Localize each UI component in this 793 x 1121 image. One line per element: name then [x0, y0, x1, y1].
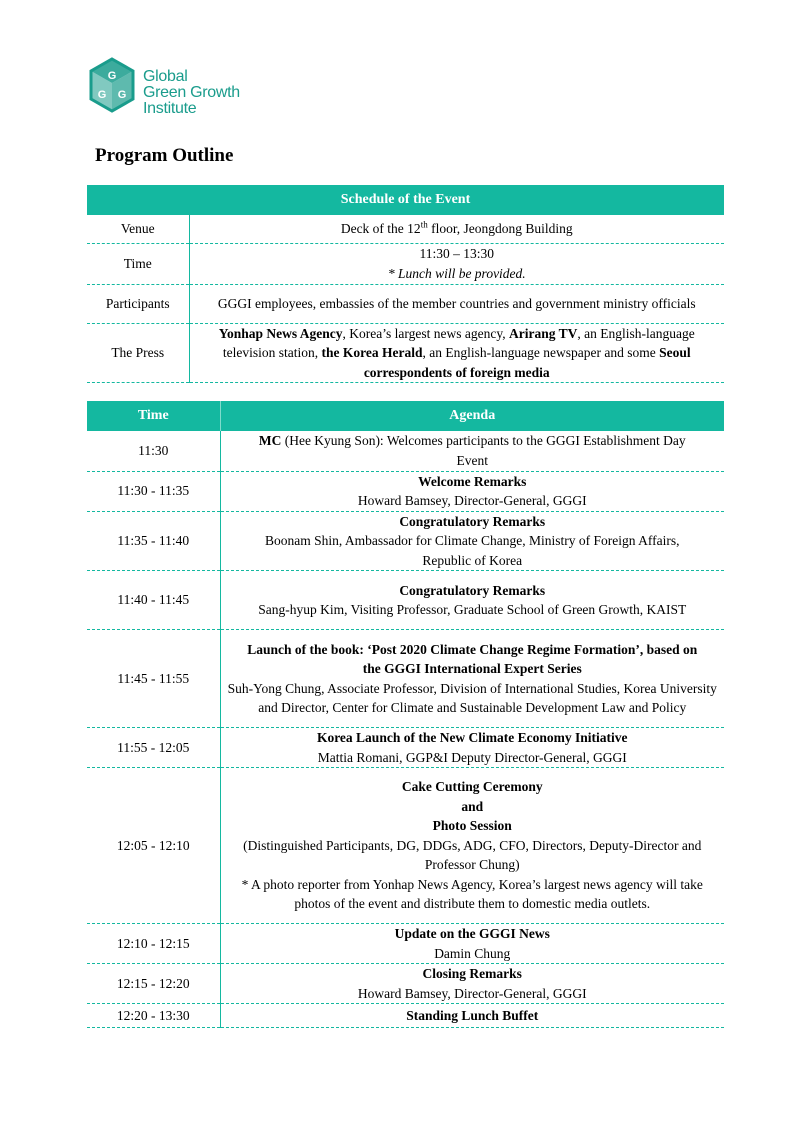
agenda-item: [220, 728, 724, 768]
lunch-note: * Lunch will be provided.: [387, 265, 526, 281]
table-row: [87, 1004, 724, 1028]
agenda-table: [87, 401, 724, 1028]
svg-text:G: G: [97, 89, 107, 101]
table-row: [87, 630, 724, 728]
mc-label: MC: [258, 433, 282, 449]
agenda-title: Congratulatory Remarks: [399, 582, 546, 598]
schedule-header-row: [87, 185, 724, 215]
agenda-item: [220, 571, 724, 630]
agenda-item: [220, 630, 724, 728]
agenda-detail: (Distinguished Participants, DG, DDGs, ADG, CFO, Directors, Deputy-Director and Professor Chung): [243, 837, 702, 873]
schedule-table: [87, 185, 724, 383]
time-value: [189, 243, 724, 284]
agenda-time: 11:40 - 11:45: [87, 571, 220, 630]
agenda-time: 11:35 - 11:40: [87, 511, 220, 571]
agenda-title-and: and: [461, 798, 484, 814]
press-arirang: Arirang TV: [509, 325, 578, 341]
logo-line-1: Global: [143, 68, 188, 85]
logo-text: [143, 69, 240, 117]
venue-text-a: Deck of the 12: [340, 221, 421, 236]
agenda-item: [220, 511, 724, 571]
agenda-title: Launch of the book: ‘Post 2020 Climate Change Regime Formation’, based on the GGGI International Expert Series: [247, 641, 698, 676]
agenda-detail: Sang-hyup Kim, Visiting Professor, Graduate School of Green Growth, KAIST: [258, 602, 687, 617]
gggi-logo: [88, 57, 240, 117]
agenda-time: 12:20 - 13:30: [87, 1004, 220, 1028]
agenda-item: [220, 924, 724, 964]
table-row: [87, 511, 724, 571]
agenda-time: 11:55 - 12:05: [87, 728, 220, 768]
agenda-header-time: Time: [87, 401, 220, 431]
press-value: [189, 323, 724, 383]
table-row: [87, 471, 724, 511]
venue-sup: th: [420, 219, 428, 230]
schedule-header-text: Schedule of the Event: [340, 192, 471, 207]
logo-line-2: Green Growth: [143, 84, 240, 101]
table-row: [87, 768, 724, 924]
press-row: [87, 323, 724, 383]
agenda-time: 12:10 - 12:15: [87, 924, 220, 964]
table-row: [87, 964, 724, 1004]
venue-label: Venue: [87, 215, 189, 243]
agenda-time: 11:45 - 11:55: [87, 630, 220, 728]
agenda-title: Welcome Remarks: [418, 473, 527, 489]
table-row: [87, 728, 724, 768]
agenda-title: Korea Launch of the New Climate Economy Initiative: [316, 730, 628, 745]
gggi-hexagon-icon: [88, 57, 136, 113]
time-label: Time: [87, 243, 189, 284]
press-label: The Press: [87, 323, 189, 383]
agenda-item: [220, 1004, 724, 1028]
svg-text:G: G: [107, 70, 117, 82]
participants-text: GGGI employees, embassies of the member countries and government ministry officials: [217, 295, 696, 311]
participants-value: [189, 284, 724, 323]
page-title: Program Outline: [95, 145, 234, 166]
agenda-detail: Damin Chung: [434, 945, 511, 961]
agenda-header-row: [87, 401, 724, 431]
agenda-title: Photo Session: [432, 818, 512, 834]
agenda-title: Closing Remarks: [422, 966, 522, 981]
table-row: [87, 571, 724, 630]
venue-text-b: floor, Jeongdong Building: [427, 221, 573, 236]
agenda-detail: Suh-Yong Chung, Associate Professor, Division of International Studies, Korea University and Director, Center for Climate and Sustainable Development Law and Policy: [227, 680, 717, 715]
logo-line-3: Institute: [143, 100, 197, 117]
time-row: [87, 243, 724, 284]
agenda-note: * A photo reporter from Yonhap News Agency, Korea’s largest news agency will take photos of the event and distribute them to domestic media outlets.: [241, 876, 703, 912]
agenda-time: 12:05 - 12:10: [87, 768, 220, 924]
agenda-time: 12:15 - 12:20: [87, 964, 220, 1004]
mc-text: (Hee Kyung Son): Welcomes participants to the GGGI Establishment Day Event: [281, 433, 686, 468]
press-text-4: , an English-language television station,: [222, 325, 695, 360]
agenda-title: Standing Lunch Buffet: [406, 1007, 539, 1023]
agenda-detail: Howard Bamsey, Director-General, GGGI: [357, 985, 587, 1001]
agenda-detail: Howard Bamsey, Director-General, GGGI: [357, 493, 587, 508]
press-text-2: , Korea’s largest news agency,: [342, 325, 509, 341]
table-row: [87, 924, 724, 964]
participants-row: [87, 284, 724, 323]
agenda-title: Update on the GGGI News: [394, 926, 550, 941]
participants-label: Participants: [87, 284, 189, 323]
time-range: 11:30 – 13:30: [419, 246, 494, 261]
press-text-6: , an English-language newspaper and some: [422, 345, 660, 360]
table-row: [87, 431, 724, 471]
press-correspondents: Seoul correspondents of foreign media: [363, 345, 691, 380]
press-herald: the Korea Herald: [321, 345, 423, 360]
agenda-item: [220, 471, 724, 511]
agenda-title: Cake Cutting Ceremony: [401, 779, 543, 795]
press-yonhap: Yonhap News Agency: [218, 325, 343, 341]
agenda-item: [220, 768, 724, 924]
schedule-header: [87, 185, 724, 215]
agenda-item: [220, 964, 724, 1004]
agenda-time: 11:30: [87, 431, 220, 471]
venue-row: [87, 215, 724, 243]
agenda-time: 11:30 - 11:35: [87, 471, 220, 511]
agenda-detail: Boonam Shin, Ambassador for Climate Change, Ministry of Foreign Affairs, Republic of Korea: [265, 533, 680, 568]
svg-text:G: G: [117, 89, 127, 101]
agenda-title: Congratulatory Remarks: [399, 513, 546, 529]
agenda-detail: Mattia Romani, GGP&I Deputy Director-General, GGGI: [317, 749, 627, 765]
agenda-header-agenda: Agenda: [220, 401, 724, 431]
venue-value: [189, 215, 724, 243]
agenda-item: [220, 431, 724, 471]
